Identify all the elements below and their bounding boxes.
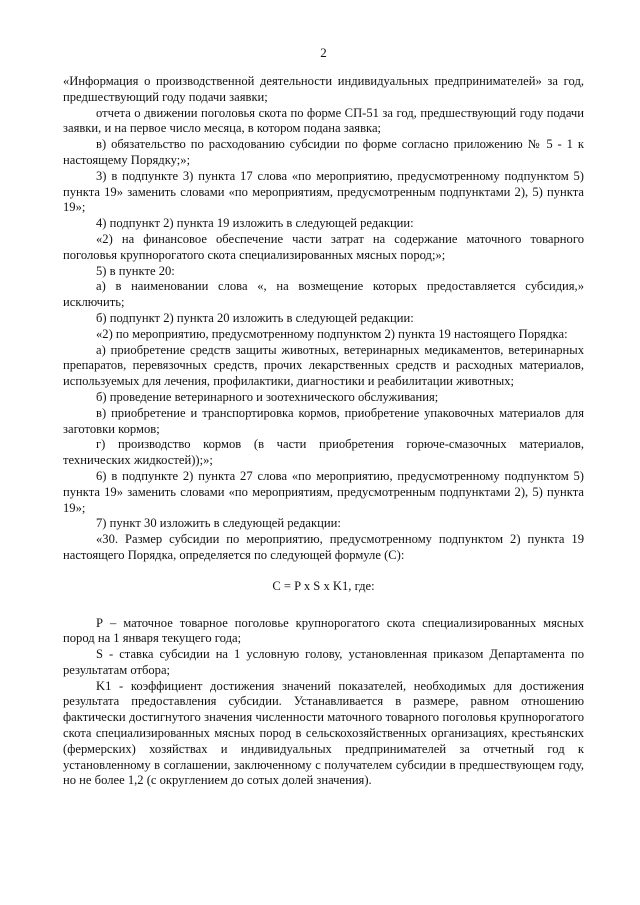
document-body xyxy=(63,74,584,789)
definition-p: Р – маточное товарное поголовье крупнорогатого скота специализированных мясных пород на 1 января текущего года; xyxy=(63,615,584,646)
paragraph: г) производство кормов (в части приобретения горюче-смазочных материалов, технических жидкостей));»; xyxy=(63,437,584,468)
paragraph: 5) в пункте 20: xyxy=(96,263,175,278)
paragraph: в) приобретение и транспортировка кормов, приобретение упаковочных материалов для заготовки кормов; xyxy=(63,405,584,436)
paragraph: б) подпункт 2) пункта 20 изложить в следующей редакции: xyxy=(96,310,414,325)
paragraph: «30. Размер субсидии по мероприятию, предусмотренному подпунктом 2) пункта 19 настоящего Порядка, определяется по следующей формуле (С): xyxy=(63,532,584,562)
paragraph: отчета о движении поголовья скота по форме СП-51 за год, предшествующий году подачи заявки, и на первое число месяца, в котором подана заявка; xyxy=(63,105,584,136)
paragraph: а) приобретение средств защиты животных, ветеринарных медикаментов, ветеринарных препаратов, перевязочных средств, прочих лекарственных средств и расходных материалов, используемых для лечения, профилактики, диагностики и реабилитации животных; xyxy=(63,342,584,389)
paragraph: б) проведение ветеринарного и зоотехнического обслуживания; xyxy=(96,389,439,404)
paragraph: 7) пункт 30 изложить в следующей редакции: xyxy=(96,516,341,531)
paragraph: «Информация о производственной деятельности индивидуальных предпринимателей» за год, предшествующий году подачи заявки; xyxy=(63,74,584,104)
paragraph: «2) на финансовое обеспечение части затрат на содержание маточного товарного поголовья крупнорогатого скота специализированных мясных пород;»; xyxy=(63,231,584,262)
paragraph: а) в наименовании слова «, на возмещение которых предоставляется субсидия,» исключить; xyxy=(63,279,584,310)
paragraph: 6) в подпункте 2) пункта 27 слова «по мероприятию, предусмотренному подпунктом 5) пункта 19» заменить словами «по мероприятиям, предусмотренным подпунктами 2), 5) пункта 19»; xyxy=(63,468,584,515)
definition-k1: K1 - коэффициент достижения значений показателей, необходимых для достижения результата предоставления субсидии. Устанавливается в размере, равном отношению фактически достигнутого значения численности маточного товарного поголовья крупнорогатого скота специализированных мясных пород в сельскохозяйственных организациях, крестьянских (фермерских) хозяйствах и индивидуальных предпринимателей за отчетный год к установленному в соглашении, заключенному с получателем субсидии в предшествующем году, но не более 1,2 (с округлением до сотых долей значения). xyxy=(63,678,584,788)
paragraph: «2) по мероприятию, предусмотренному подпунктом 2) пункта 19 настоящего Порядка: xyxy=(96,326,568,341)
page-number: 2 xyxy=(320,45,327,60)
paragraph: 4) подпункт 2) пункта 19 изложить в следующей редакции: xyxy=(96,216,414,231)
subsidy-formula: C = P x S x K1, где: xyxy=(272,578,375,593)
paragraph: в) обязательство по расходованию субсидии по форме согласно приложению № 5 - 1 к настоящему Порядку;»; xyxy=(63,137,584,167)
paragraph: 3) в подпункте 3) пункта 17 слова «по мероприятию, предусмотренному подпунктом 5) пункта 19» заменить словами «по мероприятиям, предусмотренным подпунктами 2), 5) пункта 19»; xyxy=(63,168,584,215)
definition-s: S - ставка субсидии на 1 условную голову, установленная приказом Департамента по результатам отбора; xyxy=(63,647,584,677)
